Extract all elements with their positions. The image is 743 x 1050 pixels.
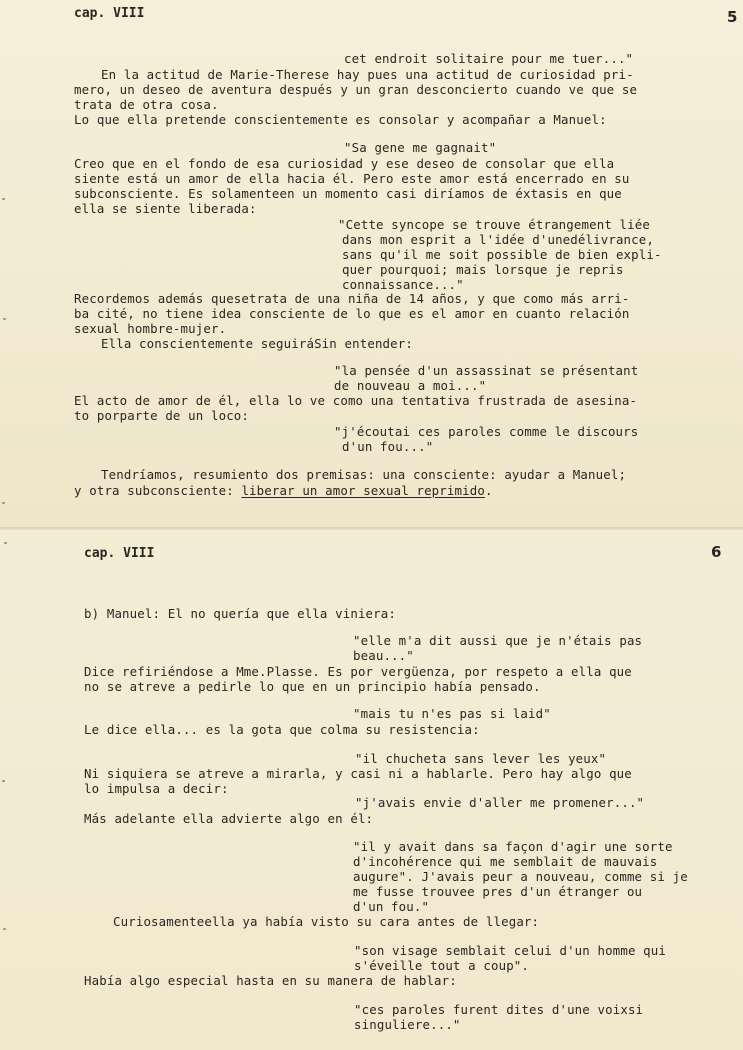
quote-line: d'un fou..." <box>342 439 434 454</box>
page-number: 6 <box>711 543 722 561</box>
quote-line: sans qu'il me soit possible de bien expli- <box>342 247 662 262</box>
quote-line: "il y avait dans sa façon d'agir une sorte <box>353 839 673 854</box>
quote-line: "elle m'a dit aussi que je n'étais pas <box>353 633 643 648</box>
text-line: ba cité, no tiene idea consciente de lo que es el amor en cuanto relación <box>74 306 630 321</box>
text-line: Ella conscientemente seguiráSin entender: <box>101 336 414 351</box>
quote-line: "il chucheta sans lever les yeux" <box>355 751 607 766</box>
text-line: sexual hombre-mujer. <box>74 321 227 336</box>
underlined-phrase: liberar un amor sexual reprimido <box>241 483 485 498</box>
text-line: Creo que en el fondo de esa curiosidad y ese deseo de consolar que ella <box>74 156 615 171</box>
margin-speck <box>2 780 5 782</box>
chapter-header: cap. VIII <box>84 546 155 561</box>
quote-line: "son visage semblait celui d'un homme qui <box>354 943 667 958</box>
quote-line: d'un fou." <box>353 899 430 914</box>
text-line: Tendríamos, resumiento dos premisas: una consciente: ayudar a Manuel; <box>101 467 627 482</box>
quote-line: connaissance..." <box>342 277 464 292</box>
quote-line: "Cette syncope se trouve étrangement liée <box>338 217 651 232</box>
text-line: siente está un amor de ella hacia él. Pero este amor está encerrado en su <box>74 171 630 186</box>
margin-speck <box>3 928 6 930</box>
margin-speck <box>2 198 5 200</box>
text-line: Más adelante ella advierte algo en él: <box>84 811 374 826</box>
quote-line: "j'avais envie d'aller me promener..." <box>355 795 645 810</box>
text-line: b) Manuel: El no quería que ella viniera: <box>84 606 397 621</box>
chapter-header: cap. VIII <box>74 6 145 21</box>
quote-line: singuliere..." <box>354 1017 461 1032</box>
margin-speck <box>3 318 6 320</box>
margin-speck <box>4 542 7 544</box>
quote-line: d'incohérence qui me semblait de mauvais <box>353 854 658 869</box>
text-line: En la actitud de Marie-Therese hay pues una actitud de curiosidad pri- <box>101 67 634 82</box>
text-line: subconsciente. Es solamenteen un momento casi diríamos de éxtasis en que <box>74 186 622 201</box>
text-line: lo impulsa a decir: <box>84 781 229 796</box>
quote-line: augure". J'avais peur a nouveau, comme si je <box>353 869 688 884</box>
text-line: mero, un deseo de aventura después y un gran desconcierto cuando ve que se <box>74 82 638 97</box>
text-line: no se atreve a pedirle lo que en un principio había pensado. <box>84 679 541 694</box>
quote-line: dans mon esprit a l'idée d'unedélivrance, <box>342 232 655 247</box>
quote-line: "Sa gene me gagnait" <box>344 140 497 155</box>
quote-line: de nouveau a moi..." <box>334 378 487 393</box>
text-line: Recordemos además quesetrata de una niña de 14 años, y que como más arri- <box>74 291 630 306</box>
page-6 <box>0 530 743 1050</box>
quote-line: beau..." <box>353 648 414 663</box>
quote-line: "mais tu n'es pas si laid" <box>353 706 551 721</box>
margin-speck <box>2 502 5 504</box>
quote-line: s'éveille tout a coup". <box>354 958 530 973</box>
text-line: Había algo especial hasta en su manera de hablar: <box>84 973 457 988</box>
text-line: Dice refiriéndose a Mme.Plasse. Es por vergüenza, por respeto a ella que <box>84 664 632 679</box>
text-line: trata de otra cosa. <box>74 97 219 112</box>
quote-line: me fusse trouvee pres d'un étranger ou <box>353 884 643 899</box>
quote-line: cet endroit solitaire pour me tuer..." <box>344 51 634 66</box>
text-line: Lo que ella pretende conscientemente es consolar y acompañar a Manuel: <box>74 112 607 127</box>
text-line: to porparte de un loco: <box>74 408 250 423</box>
text-line: Le dice ella... es la gota que colma su resistencia: <box>84 722 480 737</box>
text-line: Ni siquiera se atreve a mirarla, y casi ni a hablarle. Pero hay algo que <box>84 766 632 781</box>
page-number: 5 <box>727 8 738 26</box>
quote-line: "la pensée d'un assassinat se présentant <box>334 363 639 378</box>
text-line: ella se siente liberada: <box>74 201 257 216</box>
text-line: Curiosamenteella ya había visto su cara antes de llegar: <box>113 914 540 929</box>
text-line: El acto de amor de él, ella lo ve como una tentativa frustrada de asesina- <box>74 393 638 408</box>
quote-line: "j'écoutai ces paroles comme le discours <box>334 424 639 439</box>
quote-line: "ces paroles furent dites d'une voixsi <box>354 1002 644 1017</box>
text-line: y otra subconsciente: liberar un amor sexual reprimido. <box>74 483 493 498</box>
quote-line: quer pourquoi; mais lorsque je repris <box>342 262 624 277</box>
